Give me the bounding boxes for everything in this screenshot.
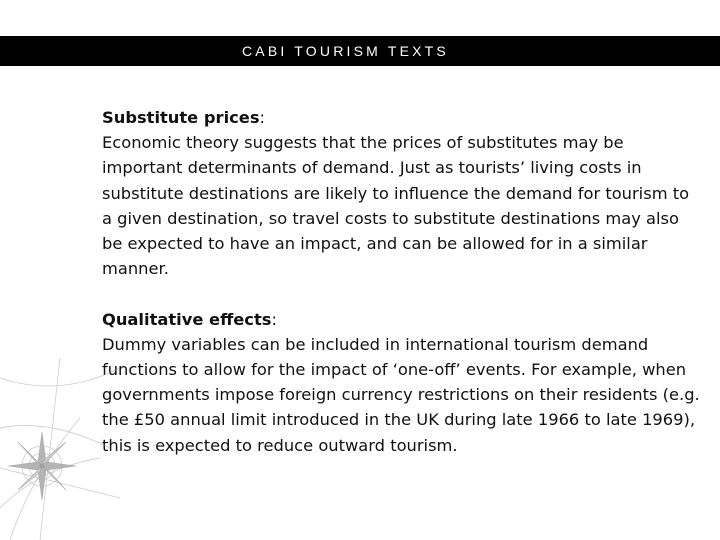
section-qualitative-effects: Qualitative effects: Dummy variables can be included in international tourism demand functions to allow for the impact of ‘one-off’ events. For example, when governments impose foreign currency restrictions on their residents (e.g. the £50 annual limit introduced in the UK during late 1966 to late 1969), this is expected to reduce outward tourism. [102,309,700,455]
section-body: Economic theory suggests that the prices of substitutes may be important determinants of demand. Just as tourists’ living costs in substitute destinations are likely to influence the demand for tourism to a given destination, so travel costs to substitute destinations may also be expected to have an impact, and can be allowed for in a similar manner. [102,133,690,279]
section-substitute-prices: Substitute prices: Economic theory suggests that the prices of substitutes may be important determinants of demand. Just as tourists’ living costs in substitute destinations are likely to influence the demand for tourism to a given destination, so travel costs to substitute destinations may also be expected to have an impact, and can be allowed for in a similar manner. [102,108,690,279]
section-heading: Substitute prices [102,108,260,127]
slide-body [102,105,702,458]
section-heading: Qualitative effects [102,309,272,329]
header-title: CABI TOURISM TEXTS [242,43,449,59]
header-band [0,36,720,66]
section-body: Dummy variables can be included in international tourism demand functions to allow for the impact of ‘one-off’ events. For example, when governments impose foreign currency restrictions on their residents (e.g. the £50 annual limit introduced in the UK during late 1966 to late 1969), this is expected to reduce outward tourism. [102,334,700,455]
compass-rose-icon [0,358,120,540]
